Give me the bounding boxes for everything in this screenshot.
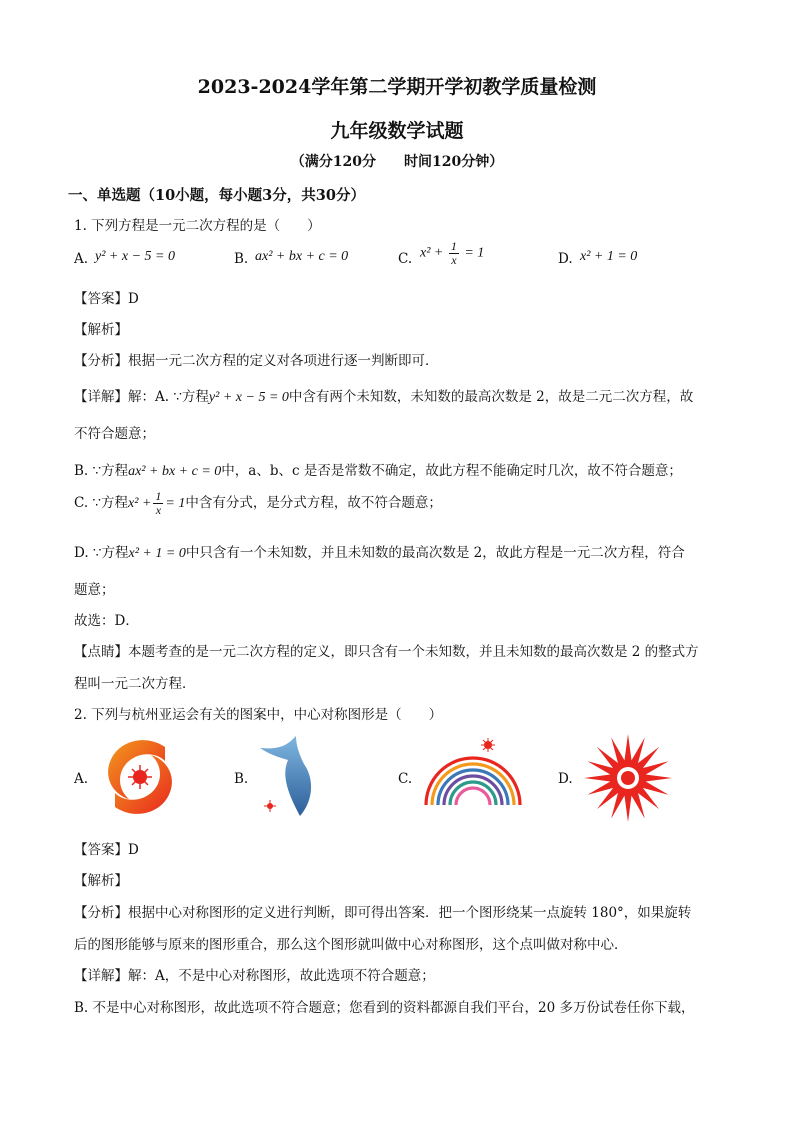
dragon-emblem-icon	[95, 735, 185, 820]
option-b-equation: ax² + bx + c = 0	[255, 249, 349, 264]
q1-detail-line-2: 不符合题意；	[74, 426, 155, 442]
q2-option-b-label: B.	[234, 771, 249, 787]
q2-option-d-label: D.	[558, 771, 573, 787]
option-c-equation: x² + $\frac{1}{x}$ = 1	[420, 239, 485, 267]
q1-dianjing-2: 程叫一元二次方程．	[74, 676, 196, 692]
q1-detail-line-1: 【详解】解：A. ∵方程y² + x − 5 = 0中含有两个未知数，未知数的最高次数是 2，故是二元二次方程，故	[74, 389, 694, 405]
rainbow-arc-emblem-icon	[418, 735, 528, 810]
q1-dianjing-1: 【点睛】本题考查的是一元二次方程的定义，即只含有一个未知数，并且未知数的最高次数是 2 的整式方	[74, 644, 699, 660]
option-d-equation: x² + 1 = 0	[580, 249, 638, 264]
q1-detail-c: C. ∵方程x² + $\frac{1}{x}$ = 1中含有分式，是分式方程，故不符合题意；	[74, 489, 442, 517]
page-subtitle: 九年级数学试题	[330, 120, 464, 142]
question-2-stem: 2. 下列与杭州亚运会有关的图案中，中心对称图形是（ ）	[74, 707, 443, 723]
q2-detail-2: B. 不是中心对称图形，故此选项不符合题意；您看到的资料都源自我们平台，20 多万份试卷任你下载，	[74, 1000, 695, 1016]
q2-answer: 【答案】D	[74, 842, 139, 858]
q1-jiexi-label: 【解析】	[74, 322, 128, 338]
option-c-label: C.	[398, 251, 413, 267]
q1-fenxi: 【分析】根据一元二次方程的定义对各项进行逐一判断即可．	[74, 353, 439, 369]
q2-fenxi-1: 【分析】根据中心对称图形的定义进行判断，即可得出答案．把一个图形绕某一点旋转 180°，如果旋转	[74, 905, 692, 921]
q1-detail-d: D. ∵方程x² + 1 = 0中只含有一个未知数，并且未知数的最高次数是 2，故此方程是一元二次方程，符合	[74, 545, 685, 561]
section-heading: 一、单选题（10小题，每小题3分，共30分）	[68, 187, 365, 204]
q2-detail-1: 【详解】解：A，不是中心对称图形，故此选项不符合题意；	[74, 968, 435, 984]
q1-guxuan: 故选：D．	[74, 613, 139, 629]
q1-detail-d-2: 题意；	[74, 582, 115, 598]
exam-meta: （满分120分 时间120分钟）	[290, 154, 504, 170]
q2-fenxi-2: 后的图形能够与原来的图形重合，那么这个图形就叫做中心对称图形，这个点叫做对称中心．	[74, 937, 628, 953]
option-d-label: D.	[558, 251, 573, 267]
q1-detail-b: B. ∵方程ax² + bx + c = 0中，a、b、c 是否是常数不确定，故此方程不能确定时几次，故不符合题意；	[74, 463, 682, 479]
option-b-label: B.	[234, 251, 249, 267]
q2-option-a-label: A.	[74, 771, 89, 787]
q1-answer: 【答案】D	[74, 291, 139, 307]
whale-emblem-icon	[252, 730, 322, 820]
question-1-stem: 1. 下列方程是一元二次方程的是（ ）	[74, 218, 321, 234]
option-a-equation: y² + x − 5 = 0	[95, 249, 175, 264]
page-title: 2023-2024学年第二学期开学初教学质量检测	[197, 76, 597, 98]
sun-emblem-icon	[582, 732, 674, 824]
q2-option-c-label: C.	[398, 771, 413, 787]
q2-jiexi-label: 【解析】	[74, 873, 128, 889]
option-a-label: A.	[74, 251, 89, 267]
